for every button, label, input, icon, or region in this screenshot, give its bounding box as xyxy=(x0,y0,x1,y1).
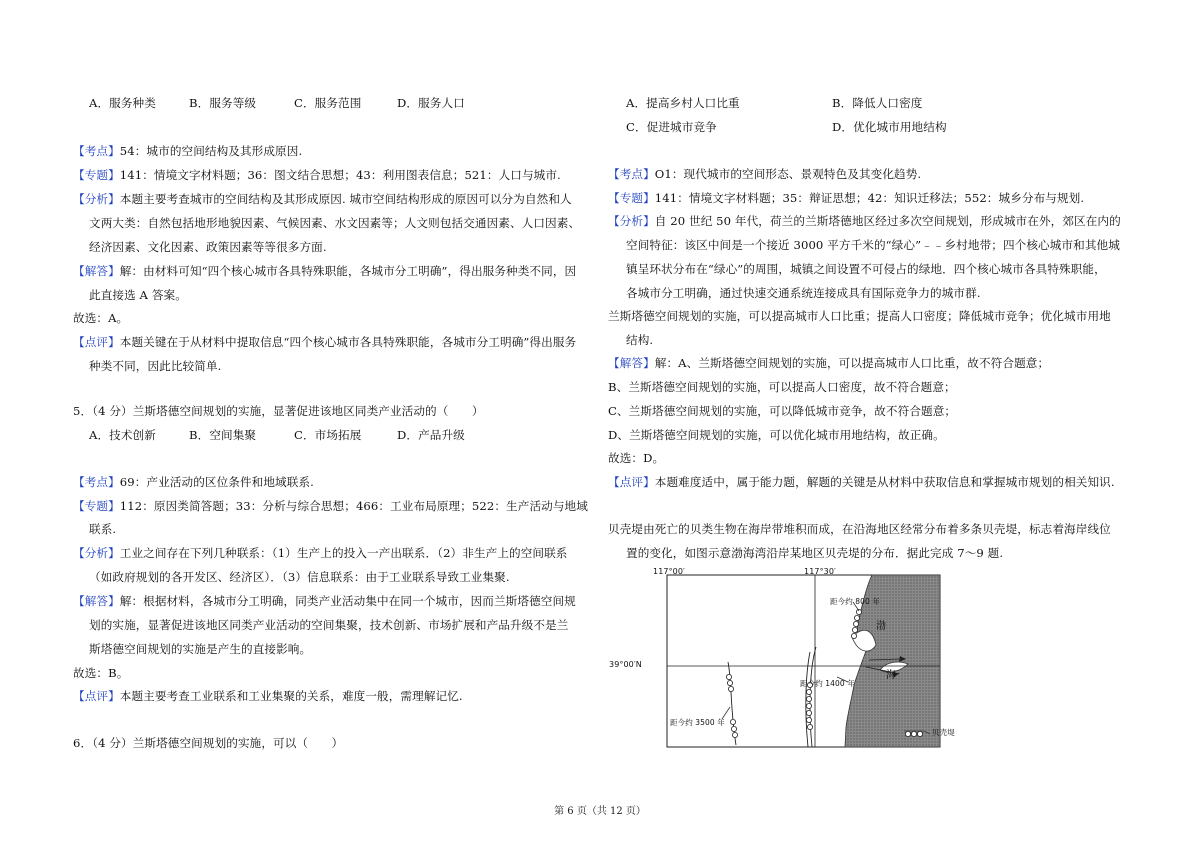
q5-jieda xyxy=(73,593,576,609)
q6-jieda-c: C、兰斯塔德空间规划的实施，可以降低城市竞争，故不符合题意； xyxy=(608,404,957,418)
q4-kaodian-text: 54：城市的空间结构及其形成原因. xyxy=(119,144,303,158)
q6-zhuanti-text: 141：情境文字材料题；35：辩证思想；42：知识迁移法；552：城乡分布与规划. xyxy=(654,191,1085,205)
q4-kaodian xyxy=(73,143,302,159)
q4-jieda-text: 解：由材料可知“四个核心城市各具特殊职能，各城市分工明确”，得出服务种类不同，因 xyxy=(119,264,577,278)
q5-zhuanti-line2: 联系. xyxy=(89,522,117,536)
legend-symbol xyxy=(905,731,922,736)
tag-fenxi: 【分析】 xyxy=(608,214,655,228)
q4-option-d: D．服务人口 xyxy=(397,96,465,110)
q6-dianping-text: 本题难度适中，属于能力题，解题的关键是从材料中获取信息和掌握城市规划的相关知识. xyxy=(654,475,1115,489)
tag-dianping: 【点评】 xyxy=(608,475,655,489)
q6-fenxi-line4: 各城市分工明确，通过快速交通系统连接成具有国际竞争力的城市群. xyxy=(626,286,981,300)
tag-kaodian: 【考点】 xyxy=(73,475,120,489)
q7-intro-line1: 贝壳堤由死亡的贝类生物在海岸带堆积而成，在沿海地区经常分布着多条贝壳堤，标志着海岸线位 xyxy=(608,522,1111,536)
lon-label-left: 117°00′ xyxy=(653,567,685,576)
q6-fenxi xyxy=(608,213,1121,229)
q7-intro-line2: 置的变化，如图示意渤海湾沿岸某地区贝壳堤的分布．据此完成 7～9 题. xyxy=(626,546,1004,560)
q5-jieda-line2: 划的实施，显著促进该地区同类产业活动的空间集聚，技术创新、市场扩展和产品升级不是兰 xyxy=(89,618,569,632)
sea-label-2: 海 xyxy=(886,670,897,681)
q6-jieda-text: 解：A、兰斯塔德空间规划的实施，可以提高城市人口比重，故不符合题意； xyxy=(654,356,1050,370)
q5-jieda-text: 解：根据材料，各城市分工明确，同类产业活动集中在同一个城市，因而兰斯塔德空间规 xyxy=(119,594,576,608)
tag-zhuanti: 【专题】 xyxy=(73,499,120,513)
q5-dianping xyxy=(73,688,463,704)
q4-fenxi-line3: 经济因素、文化因素、政策因素等等很多方面. xyxy=(89,240,327,254)
q5-zhuanti xyxy=(73,498,588,514)
q4-option-b: B．服务等级 xyxy=(189,96,257,110)
q6-fenxi-line3: 镇呈环状分布在“绿心”的周围，城镇之间设置不可侵占的绿地．四个核心城市各具特殊职能， xyxy=(626,262,1106,276)
q5-option-c: C．市场拓展 xyxy=(294,428,362,442)
q4-fenxi xyxy=(73,191,572,207)
tag-jieda: 【解答】 xyxy=(73,594,120,608)
q4-zhuanti xyxy=(73,167,561,183)
tag-jieda: 【解答】 xyxy=(608,356,655,370)
q6-fenxi-line6: 结构. xyxy=(626,333,654,347)
q4-dianping-line2: 种类不同，因此比较简单. xyxy=(89,359,222,373)
q4-fenxi-text: 本题主要考查城市的空间结构及其形成原因. 城市空间结构形成的原因可以分为自然和人 xyxy=(119,192,572,206)
q5-dianping-text: 本题主要考查工业联系和工业集聚的关系，难度一般，需理解记忆. xyxy=(119,689,463,703)
q4-dianping xyxy=(73,334,576,350)
q5-stem: 5．（4 分）兰斯塔德空间规划的实施，显著促进该地区同类产业活动的（ ） xyxy=(73,404,484,418)
q5-kaodian-text: 69：产业活动的区位条件和地域联系. xyxy=(119,475,314,489)
tag-dianping: 【点评】 xyxy=(73,335,120,349)
q6-jieda xyxy=(608,355,1049,371)
tag-zhuanti: 【专题】 xyxy=(608,191,655,205)
q5-option-b: B．空间集聚 xyxy=(189,428,257,442)
q4-jieda-line2: 此直接选 A 答案。 xyxy=(89,288,187,302)
q5-fenxi-text: 工业之间存在下列几种联系：（1）生产上的投入一产出联系．（2）非生产上的空间联系 xyxy=(119,546,568,560)
tag-fenxi: 【分析】 xyxy=(73,192,120,206)
sea-label-1: 渤 xyxy=(876,621,887,632)
q5-option-a: A．技术创新 xyxy=(89,428,156,442)
label-800: 距今约 800 年 xyxy=(830,597,880,606)
q4-answer: 故选：A。 xyxy=(73,311,129,325)
q6-fenxi-text: 自 20 世纪 50 年代，荷兰的兰斯塔德地区经过多次空间规划，形成城市在外，郊区在内的 xyxy=(654,214,1121,228)
q6-stem: 6．（4 分）兰斯塔德空间规划的实施，可以（ ） xyxy=(73,736,344,750)
q5-kaodian xyxy=(73,474,314,490)
q6-answer: 故选：D。 xyxy=(608,451,665,465)
tag-fenxi: 【分析】 xyxy=(73,546,120,560)
q6-fenxi-line2: 空间特征：该区中间是一个接近 3000 平方千米的“绿心”﹣﹣乡村地带；四个核心城市和其他城 xyxy=(626,238,1120,252)
shell-ridge-map xyxy=(609,567,980,752)
q6-jieda-d: D、兰斯塔德空间规划的实施，可以优化城市用地结构，故正确。 xyxy=(608,428,945,442)
q6-option-a: A．提高乡村人口比重 xyxy=(626,96,740,110)
q4-option-a: A．服务种类 xyxy=(89,96,156,110)
q6-option-b: B．降低人口密度 xyxy=(832,96,923,110)
tag-zhuanti: 【专题】 xyxy=(73,168,120,182)
q5-jieda-line3: 斯塔德空间规划的实施是产生的直接影响。 xyxy=(89,642,312,656)
q4-jieda xyxy=(73,263,576,279)
lon-label-right: 117°30′ xyxy=(804,567,836,576)
q5-zhuanti-text: 112：原因类简答题；33：分析与综合思想；466：工业布局原理；522：生产活动与地域 xyxy=(119,499,588,513)
q5-fenxi xyxy=(73,545,568,561)
q6-kaodian-text: O1：现代城市的空间形态、景观特色及其变化趋势. xyxy=(654,167,922,181)
q5-option-d: D．产品升级 xyxy=(397,428,465,442)
page-footer: 第 6 页（共 12 页） xyxy=(554,806,646,817)
q6-option-c: C．促进城市竞争 xyxy=(626,120,717,134)
q6-option-d: D．优化城市用地结构 xyxy=(832,120,947,134)
tag-kaodian: 【考点】 xyxy=(73,144,120,158)
legend-label: 贝壳堤 xyxy=(932,728,955,737)
q4-dianping-text: 本题关键在于从材料中提取信息“四个核心城市各具特殊职能，各城市分工明确”得出服务 xyxy=(119,335,577,349)
q4-zhuanti-text: 141：情境文字材料题；36：图文结合思想；43：利用图表信息；521：人口与城市. xyxy=(119,168,561,182)
tag-jieda: 【解答】 xyxy=(73,264,120,278)
q6-zhuanti xyxy=(608,190,1084,206)
q6-fenxi-line5: 兰斯塔德空间规划的实施，可以提高城市人口比重；提高人口密度；降低城市竞争；优化城市用地 xyxy=(608,309,1111,323)
tag-kaodian: 【考点】 xyxy=(608,167,655,181)
label-3500: 距今约 3500 年 xyxy=(670,718,725,727)
q4-fenxi-line2: 文两大类：自然包括地形地貌因素、气候因素、水文因素等；人文则包括交通因素、人口因素、 xyxy=(89,216,581,230)
q5-answer: 故选：B。 xyxy=(73,666,129,680)
left-column xyxy=(73,0,603,848)
q6-dianping xyxy=(608,474,1115,490)
label-1400: 距今约 1400 年 xyxy=(800,679,855,688)
lat-label: 39°00′N xyxy=(609,660,642,669)
q6-kaodian xyxy=(608,166,921,182)
q6-jieda-b: B、兰斯塔德空间规划的实施，可以提高人口密度，故不符合题意； xyxy=(608,380,956,394)
tag-dianping: 【点评】 xyxy=(73,689,120,703)
q4-option-c: C．服务范围 xyxy=(294,96,362,110)
q5-fenxi-line2: （如政府规划的各开发区、经济区）．（3）信息联系：由于工业联系导致工业集聚. xyxy=(89,570,510,584)
